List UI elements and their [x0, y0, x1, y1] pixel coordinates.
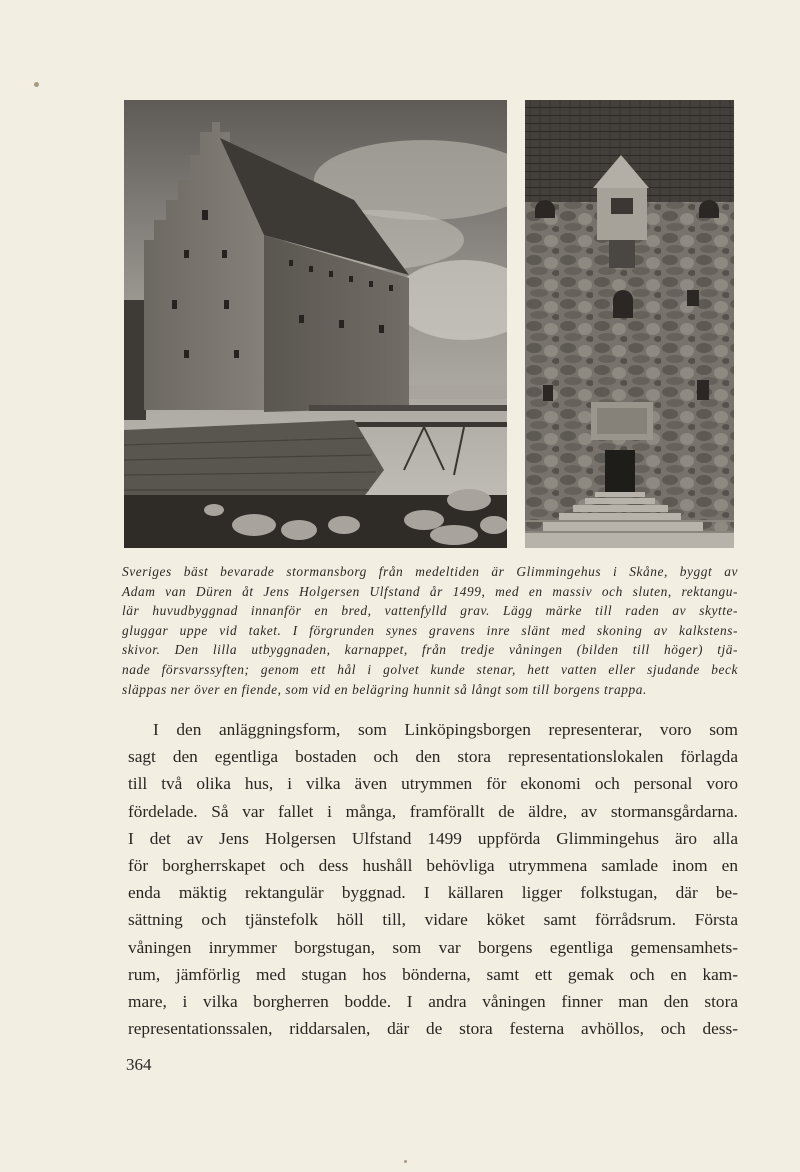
caption-line: lär huvudbyggnad innanför en bred, vattenfylld grav. Lägg märke till raden av skytte-: [122, 603, 738, 619]
caption-line: skivor. Den lilla utbyggnaden, karnappet, från tredje våningen (bilden till höger) tjä-: [122, 642, 738, 658]
caption-line: gluggar uppe vid taket. I förgrunden synes gravens inre slänt med skoning av kalkstens-: [122, 622, 738, 638]
body-line: I det av Jens Holgersen Ulfstand 1499 uppförda Glimmingehus äro alla: [128, 828, 738, 848]
body-line: sättning och tjänstefolk höll till, vidare köket samt förrådsrum. Första: [128, 910, 738, 930]
castle-facade-photo: [525, 100, 734, 548]
paper-speck: [404, 1160, 407, 1163]
body-line: representationssalen, riddarsalen, där de stora festerna avhöllos, och dess-: [128, 1019, 738, 1039]
body-line: mare, i vilka borgherren bodde. I andra våningen finner man den stora: [128, 992, 738, 1012]
paper-speck: [34, 82, 39, 87]
caption-line: nade försvarssyften; genom ett hål i golvet kunde stenar, hett vatten eller sjudande beck: [122, 661, 738, 677]
photo-caption: [122, 562, 738, 699]
castle-exterior-illustration: [124, 100, 507, 548]
caption-line: släppas ner över en fiende, som vid en belägring hunnit så långt som till borgens trappa.: [122, 681, 647, 697]
body-paragraph: [128, 716, 738, 1042]
body-line: för borgherrskapet och dess hushåll behövliga utrymmena samlade inom en: [128, 856, 738, 876]
body-line: sagt den egentliga bostaden och den stora representationslokalen förlagda: [128, 747, 738, 767]
castle-facade-illustration: [525, 100, 734, 548]
body-line: rum, jämförlig med stugan hos bönderna, samt ett gemak och en kam-: [128, 964, 738, 984]
castle-exterior-photo: [124, 100, 507, 548]
body-line: våningen inrymmer borgstugan, som var borgens egentliga gemensamhets-: [128, 937, 738, 957]
caption-line: Sveriges bäst bevarade stormansborg från medeltiden är Glimmingehus i Skåne, byggt av: [122, 564, 738, 579]
body-line: fördelade. Så var fallet i många, framförallt de äldre, av stormansgårdarna.: [128, 801, 738, 821]
body-line: I den anläggningsform, som Linköpingsborgen representerar, voro som: [153, 720, 738, 739]
caption-line: Adam van Düren åt Jens Holgersen Ulfstand år 1499, med en massiv och sluten, rektangu-: [122, 583, 738, 599]
body-line: enda mäktig rektangulär byggnad. I källaren ligger folkstugan, där be-: [128, 883, 738, 903]
page-number: 364: [126, 1055, 152, 1074]
body-line: till två olika hus, i vilka även utrymmen för ekonomi och personal voro: [128, 774, 738, 794]
